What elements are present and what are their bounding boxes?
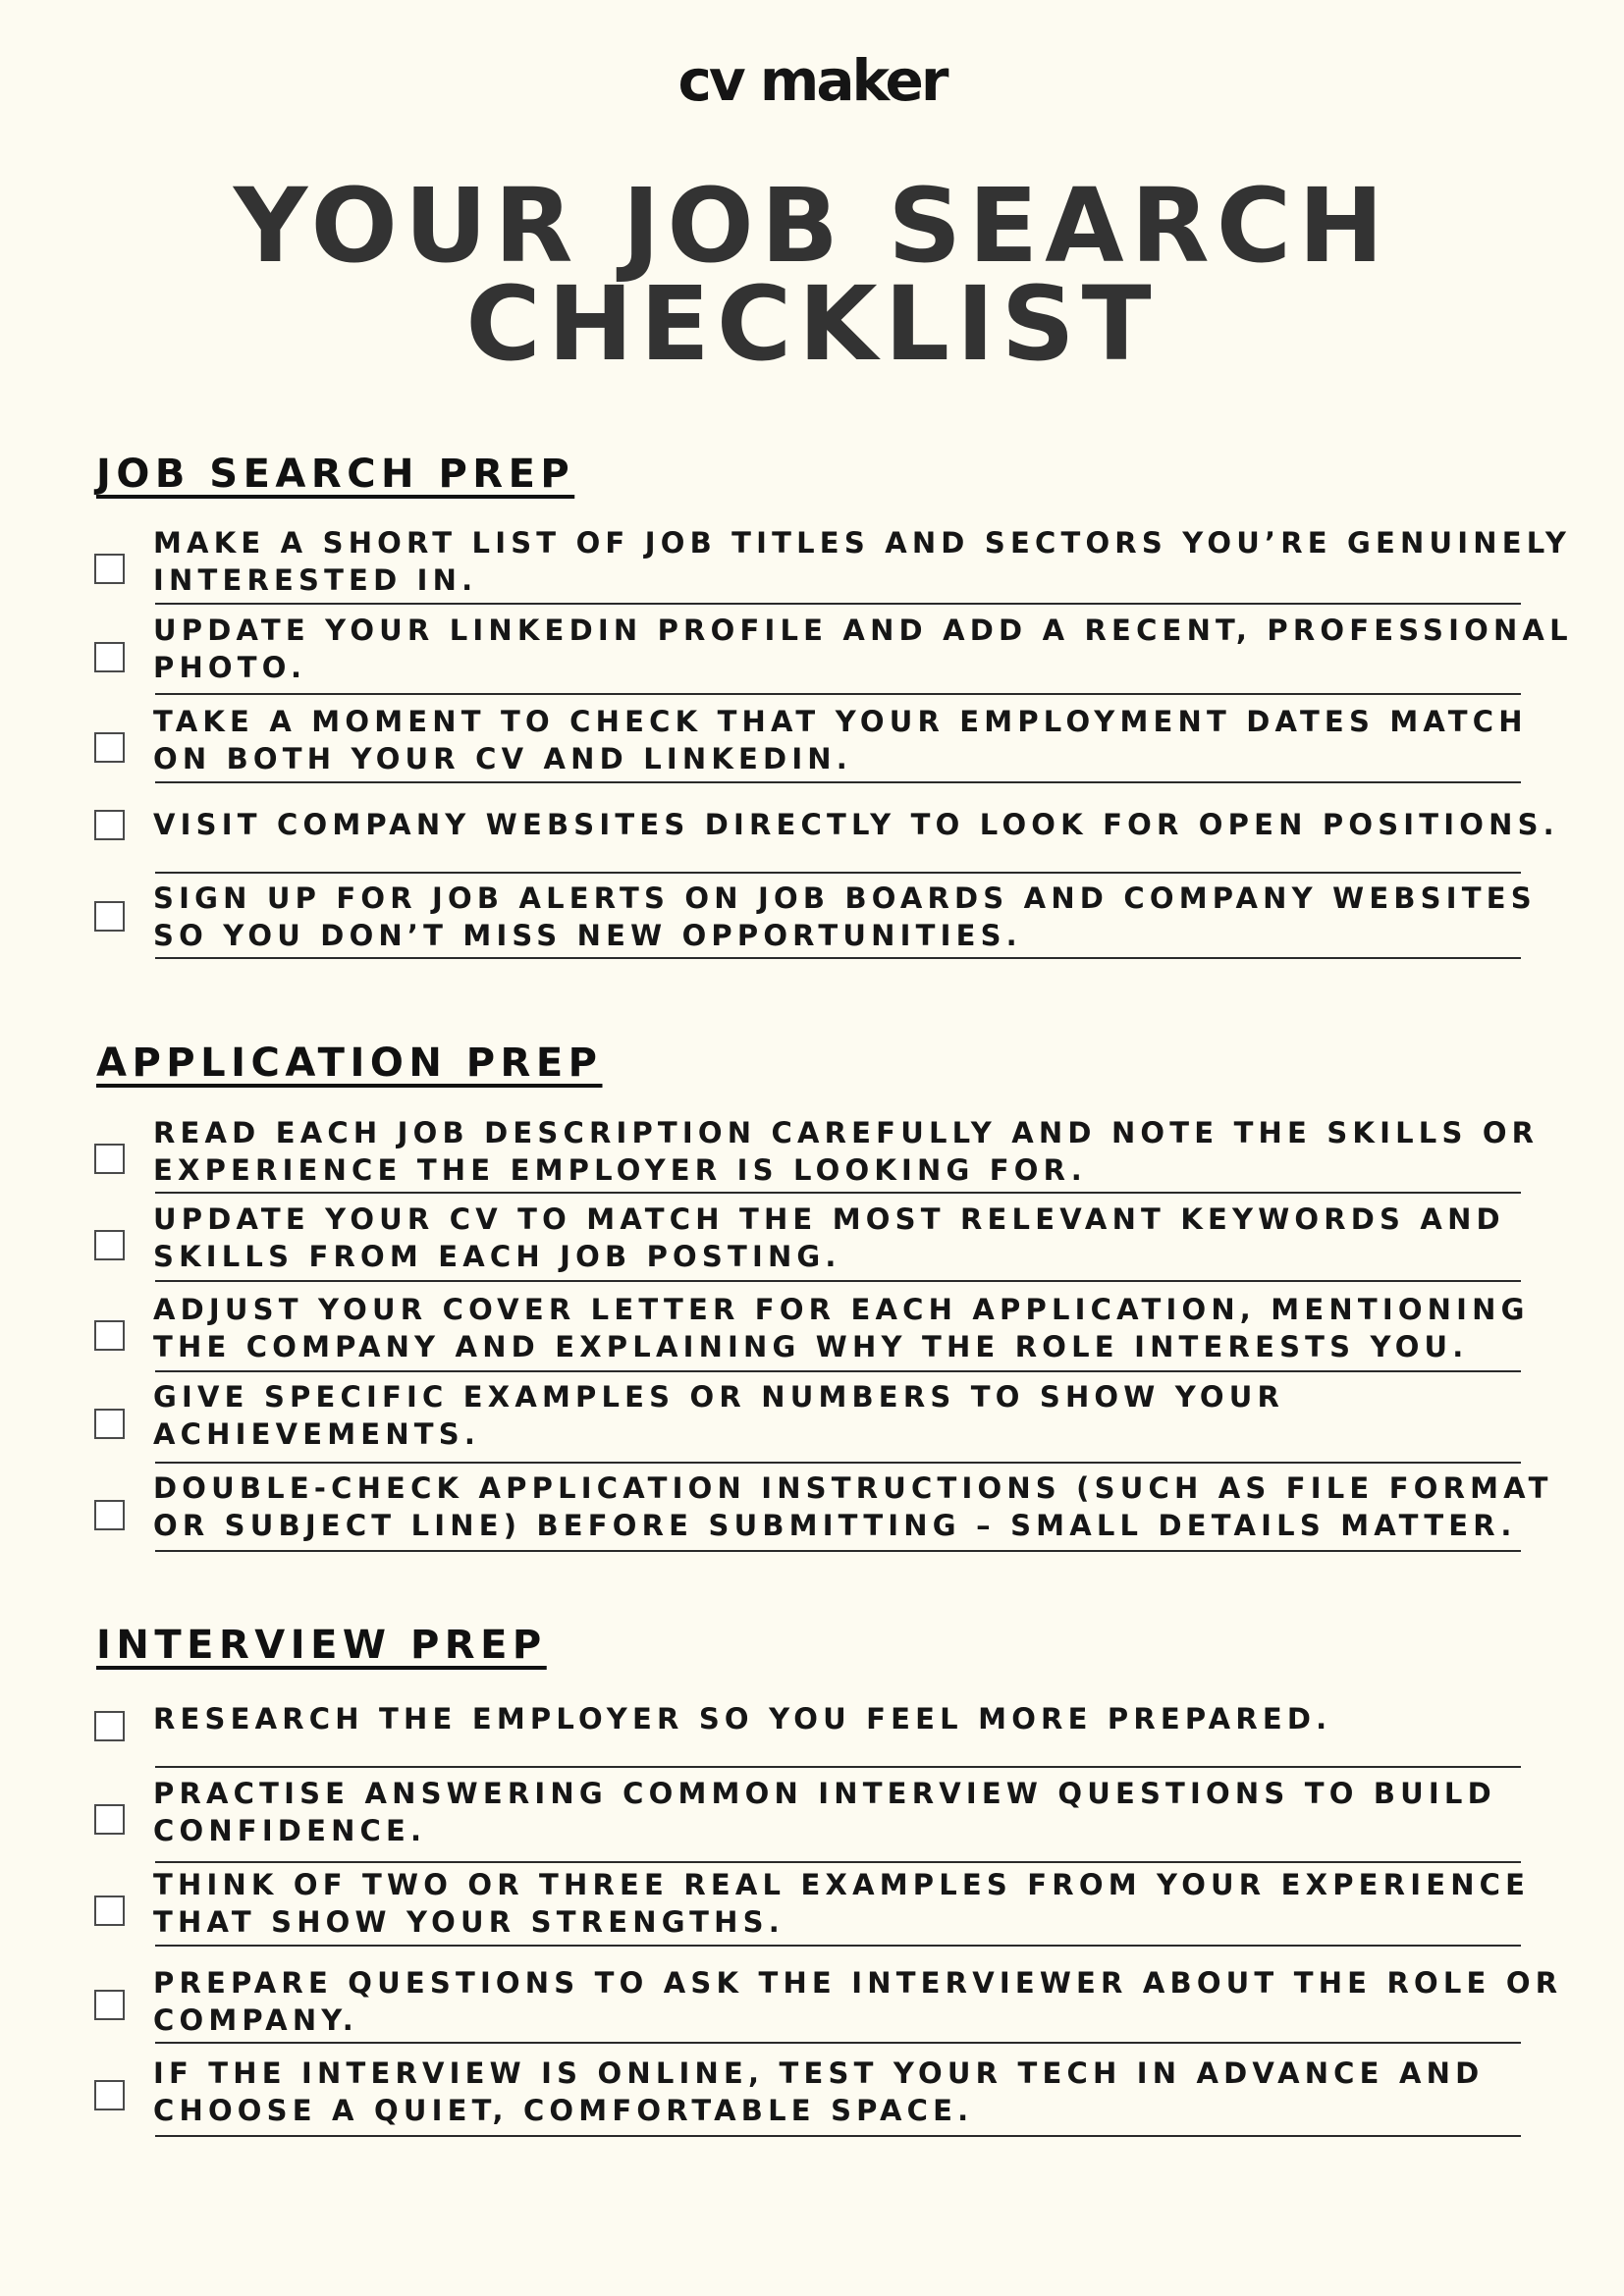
item-text-line-1: PREPARE QUESTIONS TO ASK THE INTERVIEWER ABOUT THE ROLE OR: [153, 1966, 1563, 2000]
underline: [155, 872, 1521, 874]
checkbox[interactable]: [94, 554, 125, 584]
page-title-line-2: CHECKLIST: [465, 264, 1159, 384]
item-text: [153, 524, 1572, 599]
item-text-line-2: SO YOU DON’T MISS NEW OPPORTUNITIES.: [153, 919, 1022, 952]
underline: [155, 957, 1521, 959]
checkbox[interactable]: [94, 2080, 125, 2110]
item-text: [153, 1866, 1531, 1941]
checkbox[interactable]: [94, 1409, 125, 1439]
checkbox[interactable]: [94, 732, 125, 763]
checklist-item: [0, 1201, 1624, 1289]
item-text: [153, 806, 1559, 843]
item-text: [153, 612, 1573, 686]
item-text-line-2: ON BOTH YOUR CV AND LINKEDIN.: [153, 742, 852, 775]
item-text: [153, 880, 1537, 954]
item-text: [153, 1700, 1528, 1737]
underline: [155, 781, 1521, 783]
item-text-line-1: SIGN UP FOR JOB ALERTS ON JOB BOARDS AND COMPANY WEBSITES: [153, 881, 1537, 915]
item-text-line-2: CONFIDENCE.: [153, 1814, 427, 1847]
checklist-item: [0, 880, 1624, 968]
underline: [155, 1766, 1521, 1768]
item-text: [153, 1291, 1528, 1365]
item-text-line-2: THAT SHOW YOUR STRENGTHS.: [153, 1905, 785, 1939]
checkbox[interactable]: [94, 1230, 125, 1260]
item-text-line-2: COMPANY.: [153, 2003, 358, 2037]
item-text-line-1: PRACTISE ANSWERING COMMON INTERVIEW QUESTIONS TO BUILD: [153, 1777, 1496, 1810]
page-title: [0, 166, 1624, 384]
item-text-line-2: SKILLS FROM EACH JOB POSTING.: [153, 1240, 841, 1273]
item-text-line-1: GIVE SPECIFIC EXAMPLES OR NUMBERS TO SHOW YOUR: [153, 1380, 1285, 1414]
checklist-item: [0, 1378, 1624, 1467]
item-text: [153, 2055, 1528, 2129]
checklist-item: [0, 1291, 1624, 1379]
item-text-line-1: RESEARCH THE EMPLOYER SO YOU FEEL MORE PREPARED.: [153, 1702, 1332, 1735]
section-heading: INTERVIEW PREP: [96, 1623, 547, 1668]
item-text-line-1: VISIT COMPANY WEBSITES DIRECTLY TO LOOK FOR OPEN POSITIONS.: [153, 808, 1559, 841]
section-heading: JOB SEARCH PREP: [96, 452, 575, 497]
item-text: [153, 1469, 1553, 1544]
page-title-line-1: YOUR JOB SEARCH: [233, 166, 1391, 286]
cv-maker-logo: cv maker: [677, 47, 947, 114]
underline: [155, 1370, 1521, 1372]
item-text: [153, 1775, 1528, 1849]
underline: [155, 1280, 1521, 1282]
checkbox[interactable]: [94, 1320, 125, 1351]
item-text-line-1: THINK OF TWO OR THREE REAL EXAMPLES FROM YOUR EXPERIENCE: [153, 1868, 1531, 1901]
item-text-line-2: CHOOSE A QUIET, COMFORTABLE SPACE.: [153, 2094, 974, 2127]
checkbox[interactable]: [94, 1144, 125, 1174]
underline: [155, 693, 1521, 695]
item-text-line-1: MAKE A SHORT LIST OF JOB TITLES AND SECTORS YOU’RE GENUINELY: [153, 526, 1572, 560]
checklist-item: [0, 2055, 1624, 2143]
checkbox[interactable]: [94, 901, 125, 932]
underline: [155, 603, 1521, 605]
underline: [155, 1861, 1521, 1863]
checklist-item: [0, 1866, 1624, 1954]
item-text-line-1: READ EACH JOB DESCRIPTION CAREFULLY AND NOTE THE SKILLS OR: [153, 1116, 1540, 1149]
item-text: [153, 1114, 1540, 1189]
checkbox[interactable]: [94, 1711, 125, 1741]
checklist-item: [0, 1114, 1624, 1202]
item-text-line-2: OR SUBJECT LINE) BEFORE SUBMITTING – SMALL DETAILS MATTER.: [153, 1509, 1517, 1542]
underline: [155, 1945, 1521, 1947]
underline: [155, 1192, 1521, 1194]
checklist-item: [0, 524, 1624, 613]
item-text: [153, 1201, 1528, 1275]
item-text-line-1: TAKE A MOMENT TO CHECK THAT YOUR EMPLOYMENT DATES MATCH: [153, 705, 1528, 738]
checklist-item: [0, 612, 1624, 700]
item-text-line-2: EXPERIENCE THE EMPLOYER IS LOOKING FOR.: [153, 1153, 1087, 1187]
underline: [155, 2042, 1521, 2044]
item-text: [153, 703, 1528, 777]
item-text-line-2: PHOTO.: [153, 651, 307, 684]
checkbox[interactable]: [94, 810, 125, 840]
checklist-item: [0, 703, 1624, 791]
checkbox[interactable]: [94, 1804, 125, 1835]
checklist-item: [0, 1775, 1624, 1863]
underline: [155, 2135, 1521, 2137]
checklist-item: [0, 1964, 1624, 2053]
item-text-line-1: DOUBLE-CHECK APPLICATION INSTRUCTIONS (SUCH AS FILE FORMAT: [153, 1471, 1553, 1505]
checkbox[interactable]: [94, 1990, 125, 2020]
checkbox[interactable]: [94, 642, 125, 672]
checkbox[interactable]: [94, 1896, 125, 1926]
item-text-line-1: UPDATE YOUR CV TO MATCH THE MOST RELEVANT KEYWORDS AND: [153, 1202, 1505, 1236]
item-text-line-2: INTERESTED IN.: [153, 563, 478, 597]
item-text-line-1: UPDATE YOUR LINKEDIN PROFILE AND ADD A RECENT, PROFESSIONAL: [153, 614, 1573, 647]
underline: [155, 1462, 1521, 1464]
checkbox[interactable]: [94, 1500, 125, 1530]
checklist-item: [0, 1469, 1624, 1558]
item-text-line-2: THE COMPANY AND EXPLAINING WHY THE ROLE INTERESTS YOU.: [153, 1330, 1469, 1363]
item-text-line-1: ADJUST YOUR COVER LETTER FOR EACH APPLICATION, MENTIONING: [153, 1293, 1530, 1326]
section-heading: APPLICATION PREP: [96, 1041, 603, 1086]
item-text: [153, 1378, 1528, 1453]
item-text: [153, 1964, 1563, 2039]
item-text-line-1: IF THE INTERVIEW IS ONLINE, TEST YOUR TECH IN ADVANCE AND: [153, 2056, 1485, 2090]
underline: [155, 1550, 1521, 1552]
item-text-line-2: ACHIEVEMENTS.: [153, 1417, 481, 1451]
